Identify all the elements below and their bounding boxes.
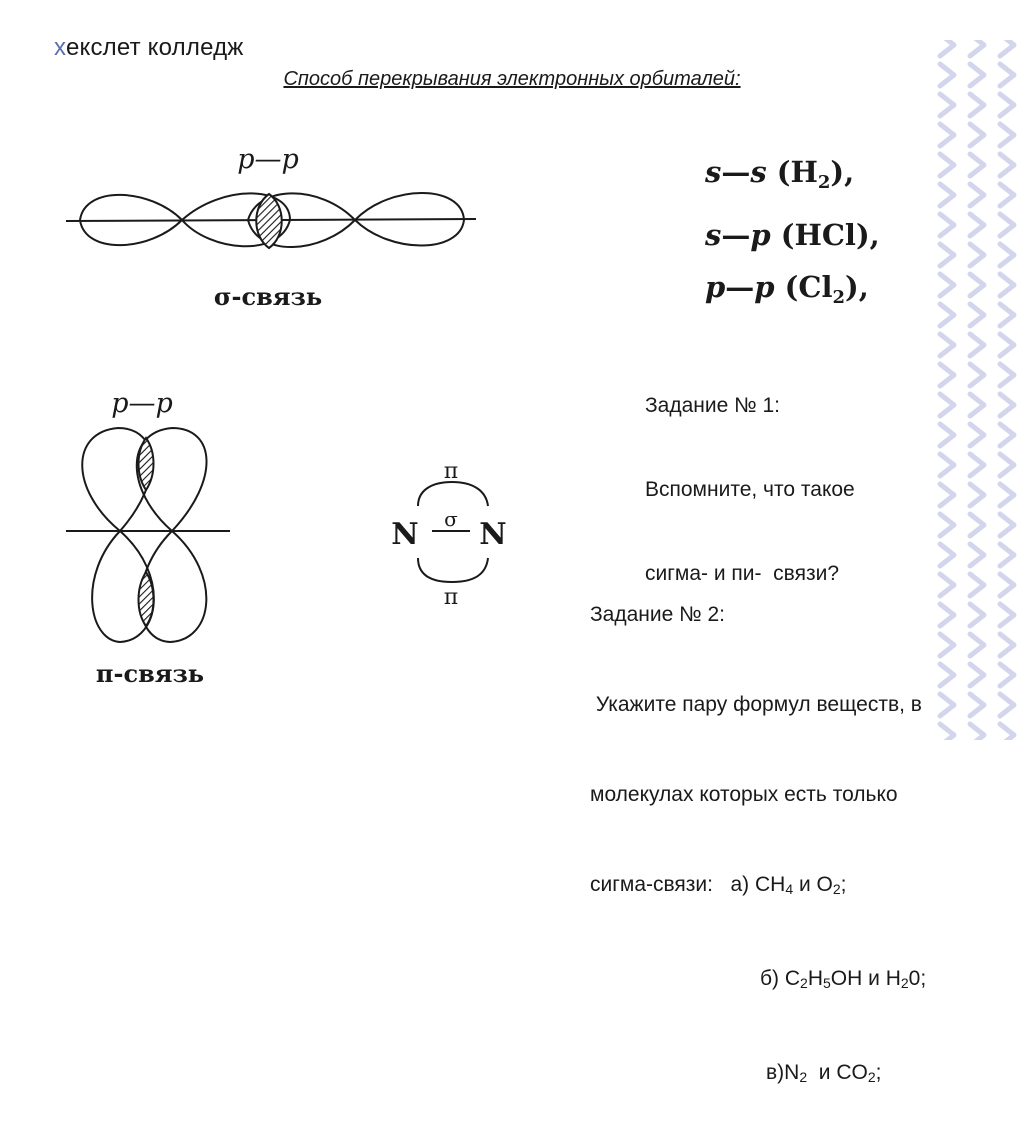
subscript: 2 [800,975,808,991]
subscript: 5 [823,975,831,991]
task-1-line: Вспомните, что такое [645,478,855,501]
task-1-line: сигма- и пи- связи? [645,562,839,585]
option-text: и O [793,873,833,896]
subscript: 2 [832,881,841,897]
task-2-line: молекулах которых есть только [590,783,898,806]
formula-row: p—p $(Cl_2)$, [705,270,869,308]
logo-text: екслет колледж [65,34,244,61]
formula-row: s—p (HCl), [705,218,880,252]
task-1-title: Задание № 1: [645,394,781,417]
formula-row: s—s $(H_2)$, [705,155,855,193]
formula-orbital-a: s [705,155,722,189]
formula-orbital-b: p [754,270,775,304]
subscript: 4 [785,881,794,897]
formula-subscript: 2 [832,287,846,308]
pi-upper-overlap [139,438,154,490]
task-2-option-a [590,870,926,904]
subscript: 2 [799,1069,808,1085]
option-text: сигма-связи: а) CH [590,873,786,896]
task-2-title: Задание № 2: [590,603,726,626]
n2-right-atom: N [479,517,507,552]
option-text: и CO [807,1061,868,1084]
formula-end: ), [830,155,855,189]
subscript: 2 [867,1069,876,1085]
formula-orbital-a: p [705,270,726,304]
task-2-option-c [590,1058,926,1092]
formula-molecule: (Cl [784,270,833,304]
logo-first-letter: х [54,34,66,61]
formula-molecule: (H [776,155,818,189]
n2-bond-diagram [391,459,506,610]
option-text: ; [840,873,847,896]
option-text: б) C [760,967,801,990]
option-text: OH и H [830,967,901,990]
pi-bond-caption: π-связь [95,659,205,688]
pi-bond-diagram [66,428,230,642]
sigma-pp-label: p—p [237,144,299,175]
n2-pi-bottom: π [443,585,459,610]
option-text: H [807,967,823,990]
n2-lower-pi-arc [418,558,488,582]
n2-upper-pi-arc [418,482,488,506]
option-text: в)N [766,1061,800,1084]
n2-sigma-label: σ [444,507,458,531]
sigma-bond-caption: σ-связь [213,282,323,311]
task-2-option-b [590,964,926,998]
overlap-formulas [705,146,880,324]
n2-pi-top: π [443,459,459,484]
pi-pp-label: p—p [111,388,173,419]
option-text: ; [875,1061,882,1084]
formula-orbital-b: s [750,155,767,189]
subscript: 2 [900,975,909,991]
formula-orbital-b: p [750,218,771,252]
task-2-line: Укажите пару формул веществ, в [590,693,922,716]
formula-end: ), [845,270,869,304]
formula-molecule: (HCl), [780,218,880,252]
formula-orbital-a: s [705,218,722,252]
slide-subtitle: Способ перекрывания электронных орбиталей: [283,68,741,90]
option-text: 0; [908,967,927,990]
n2-left-atom: N [391,517,419,552]
formula-subscript: 2 [817,172,831,193]
sigma-bond-diagram [66,193,476,248]
task-2-block [590,540,926,1122]
